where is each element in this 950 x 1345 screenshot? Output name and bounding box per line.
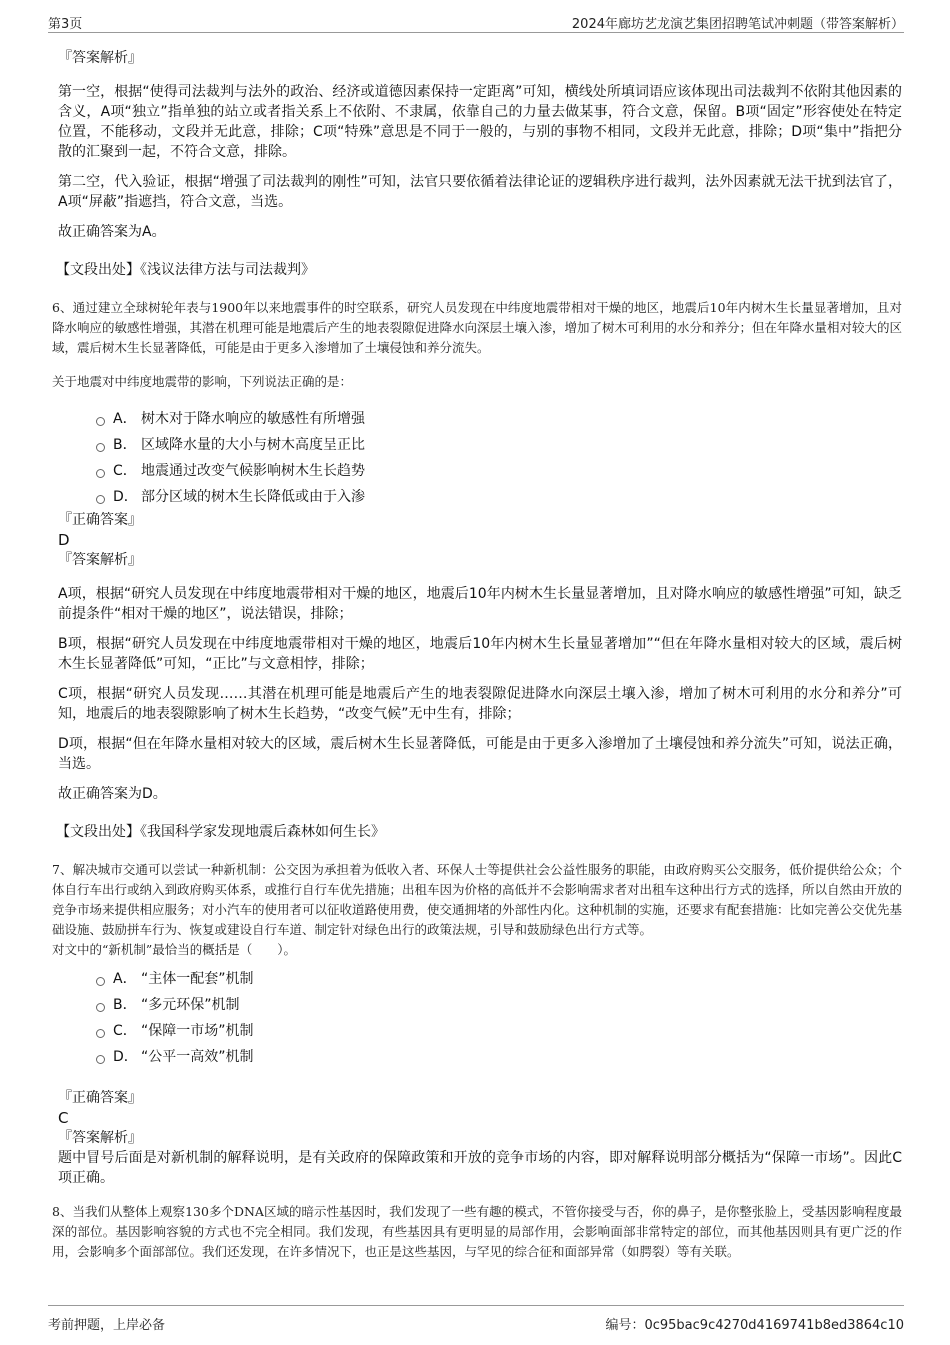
q5-analysis-2: 第二空，代入验证，根据“增强了司法裁判的刚性”可知，法官只要依循着法律论证的逻辑秩序进行裁判，法外因素就无法干扰到法官了，A项“屏蔽”指遮挡，符合文意，当选。	[58, 174, 902, 210]
q6-option-c[interactable]: C． 地震通过改变气候影响树木生长趋势	[96, 458, 902, 484]
q6-conclusion: 故正确答案为D。	[58, 786, 167, 802]
q6-ask: 关于地震对中纬度地震带的影响，下列说法正确的是：	[52, 374, 353, 389]
q6-source: 【文段出处】《我国科学家发现地震后森林如何生长》	[56, 824, 385, 840]
q6-analysis-label: 『答案解析』	[58, 552, 142, 568]
q6-options	[96, 406, 902, 510]
q7-ask: 对文中的“新机制”最恰当的概括是（ ）。	[52, 942, 297, 957]
radio-icon[interactable]	[96, 1055, 105, 1064]
q5-analysis-label: 『答案解析』	[58, 50, 142, 66]
serial-number: 0c95bac9c4270d4169741b8ed3864c10	[644, 1318, 904, 1333]
radio-icon[interactable]	[96, 417, 105, 426]
q7-option-d[interactable]: D． “公平一高效”机制	[96, 1044, 902, 1070]
q7-correct-label: 『正确答案』	[58, 1090, 142, 1106]
q7-option-a[interactable]: A． “主体一配套”机制	[96, 966, 902, 992]
radio-icon[interactable]	[96, 1003, 105, 1012]
q8-question: 8、当我们从整体上观察130多个DNA区域的暗示性基因时，我们发现了一些有趣的模式，不管你接受与否，你的鼻子，是你整张脸上，受基因影响程度最深的部位。基因影响容貌的方式也不完全相同。我们发现，有些基因具有更明显的局部作用，会影响面部非常特定的部位，而其他基因则具有更广泛的作用，会影响多个面部部位。我们还发现，在许多情况下，也正是这些基因，与罕见的综合征和面部异常（如腭裂）等有关联。	[52, 1204, 902, 1259]
radio-icon[interactable]	[96, 469, 105, 478]
q7-question: 7、解决城市交通可以尝试一种新机制：公交因为承担着为低收入者、环保人士等提供社会公益性服务的职能，由政府购买公交服务，低价提供给公众；个体自行车出行或纳入到政府购买体系，或推行自行车优先措施；出租车因为价格的高低并不会影响需求者对出租车这种出行方式的选择，所以自然由开放的竞争市场来提供相应服务；对小汽车的使用者可以征收道路使用费，使交通拥堵的外部性内化。这种机制的实施，还要求有配套措施：比如完善公交优先基础设施、鼓励拼车行为、恢复或建设自行车道、制定针对绿色出行的政策法规，引导和鼓励绿色出行方式等。	[52, 862, 903, 937]
page-content	[52, 48, 903, 1262]
page-header	[48, 10, 904, 33]
q6-correct-label: 『正确答案』	[58, 512, 142, 528]
page-number: 第3页	[48, 17, 83, 32]
q7-analysis-label: 『答案解析』	[58, 1130, 142, 1146]
q6-question: 6、通过建立全球树轮年表与1900年以来地震事件的时空联系，研究人员发现在中纬度地震带相对干燥的地区，地震后10年内树木生长量显著增加，且对降水响应的敏感性增强，其潜在机理可能是地震后产生的地表裂隙促进降水向深层土壤入渗，增加了树木可利用的水分和养分；但在年降水量相对较大的区域，震后树木生长显著降低，可能是由于更多入渗增加了土壤侵蚀和养分流失。	[52, 300, 903, 355]
q6-answer: D	[58, 531, 70, 549]
page-footer	[48, 1305, 904, 1332]
radio-icon[interactable]	[96, 443, 105, 452]
q7-options	[96, 966, 902, 1070]
q5-conclusion: 故正确答案为A。	[58, 224, 166, 240]
document-title: 2024年廊坊艺龙演艺集团招聘笔试冲刺题（带答案解析）	[571, 17, 904, 32]
q6-analysis-d: D项，根据“但在年降水量相对较大的区域，震后树木生长显著降低，可能是由于更多入渗增加了土壤侵蚀和养分流失”可知，说法正确，当选。	[58, 736, 902, 772]
radio-icon[interactable]	[96, 495, 105, 504]
q7-analysis: 题中冒号后面是对新机制的解释说明，是有关政府的保障政策和开放的竞争市场的内容，即对解释说明部分概括为“保障一市场”。因此C项正确。	[58, 1150, 902, 1186]
q6-option-b[interactable]: B． 区域降水量的大小与树木高度呈正比	[96, 432, 902, 458]
q6-analysis-a: A项，根据“研究人员发现在中纬度地震带相对干燥的地区，地震后10年内树木生长量显著增加，且对降水响应的敏感性增强”可知，缺乏前提条件“相对干燥的地区”，说法错误，排除；	[58, 586, 902, 622]
q6-analysis-b: B项，根据“研究人员发现在中纬度地震带相对干燥的地区，地震后10年内树木生长量显著增加”“但在年降水量相对较大的区域，震后树木生长显著降低”可知，“正比”与文意相悖，排除；	[58, 636, 902, 672]
q6-option-a[interactable]: A． 树木对于降水响应的敏感性有所增强	[96, 406, 902, 432]
footer-slogan: 考前押题，上岸必备	[48, 1318, 166, 1333]
footer-serial: 编号：0c95bac9c4270d4169741b8ed3864c10	[605, 1318, 904, 1333]
q7-answer: C	[58, 1109, 69, 1127]
radio-icon[interactable]	[96, 977, 105, 986]
radio-icon[interactable]	[96, 1029, 105, 1038]
q5-source: 【文段出处】《浅议法律方法与司法裁判》	[56, 262, 315, 278]
q6-option-d[interactable]: D． 部分区域的树木生长降低或由于入渗	[96, 484, 902, 510]
q7-option-b[interactable]: B． “多元环保”机制	[96, 992, 902, 1018]
q7-option-c[interactable]: C． “保障一市场”机制	[96, 1018, 902, 1044]
q5-analysis-1: 第一空，根据“使得司法裁判与法外的政治、经济或道德因素保持一定距离”可知，横线处所填词语应该体现出司法裁判不依附其他因素的含义，A项“独立”指单独的站立或者指关系上不依附、不隶属，依靠自己的力量去做某事，符合文意，保留。B项“固定”形容使处在特定位置，不能移动，文段并无此意，排除；C项“特殊”意思是不同于一般的，与别的事物不相同，文段并无此意，排除；D项“集中”指把分散的汇聚到一起，不符合文意，排除。	[58, 84, 902, 160]
q6-analysis-c: C项，根据“研究人员发现……其潜在机理可能是地震后产生的地表裂隙促进降水向深层土壤入渗，增加了树木可利用的水分和养分”可知，地震后的地表裂隙影响了树木生长趋势，“改变气候”无中生有，排除；	[58, 686, 902, 722]
